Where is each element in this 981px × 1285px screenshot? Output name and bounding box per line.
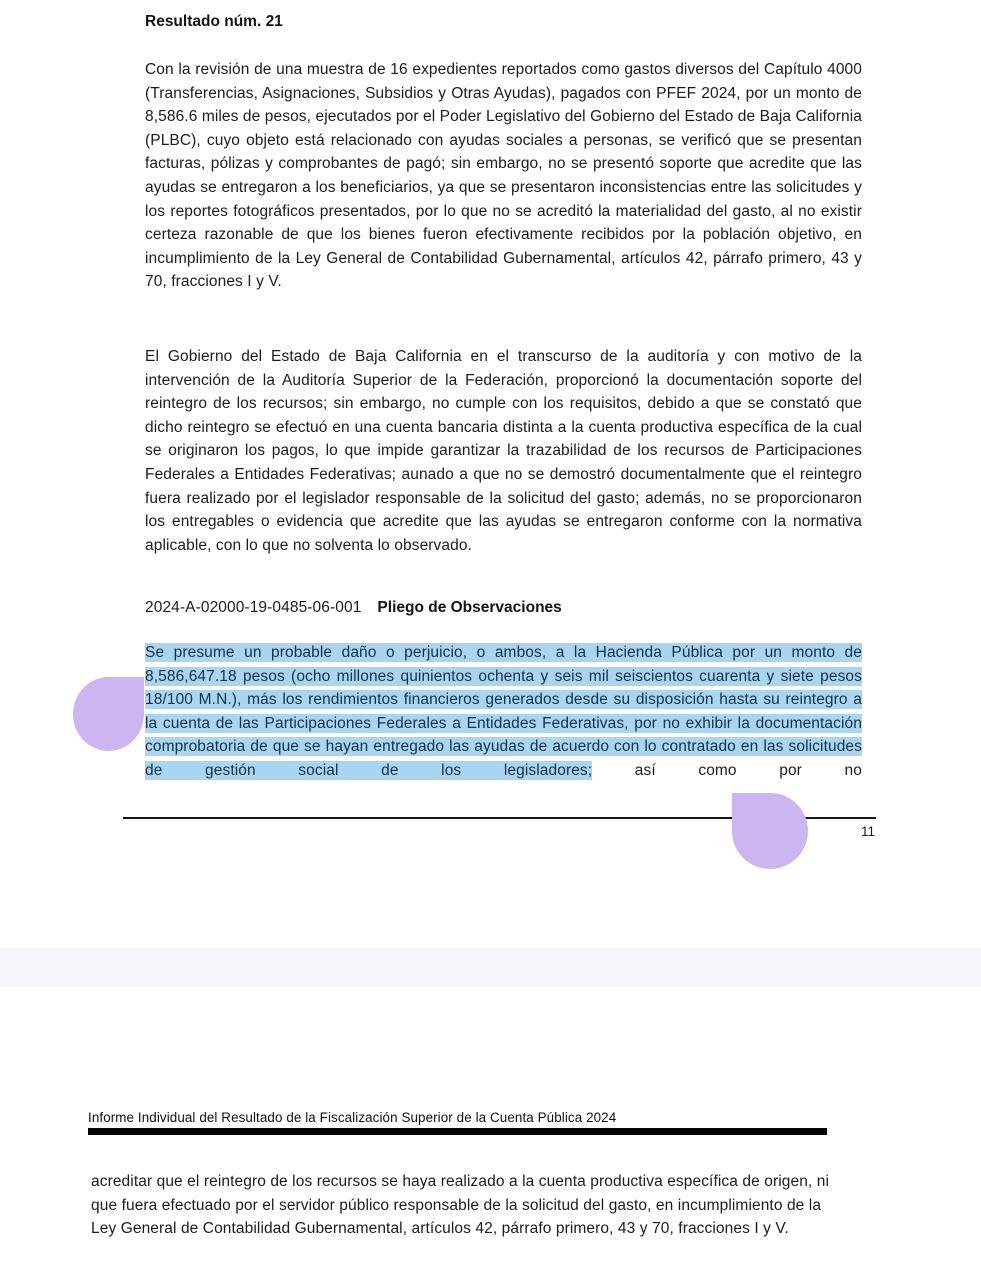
action-line [145,599,862,617]
result-paragraph-1: Con la revisión de una muestra de 16 expedientes reportados como gastos diversos del Capítulo 4000 (Transferencias, Asignaciones, Subsidios y Otras Ayudas), pagados con PFEF 2024, por un monto de 8,586.6 miles de pesos, ejecutados por el Poder Legislativo del Gobierno del Estado de Baja California (PLBC), cuyo objeto está relacionado con ayudas sociales a personas, se verificó que se presentan facturas, pólizas y comprobantes de pagó; sin embargo, no se presentó soporte que acredite que las ayudas se entregaron a los beneficiarios, ya que se presentaron inconsistencias entre las solicitudes y los reportes fotográficos presentados, por lo que no se acreditó la materialidad del gasto, al no existir certeza razonable de que los bienes fueron efectivamente recibidos por la población objetivo, en incumplimiento de la Ley General de Contabilidad Gubernamental, artículos 42, párrafo primero, 43 y 70, fracciones I y V. [145,61,862,291]
observation-paragraph [145,641,862,783]
action-code: 2024-A-02000-19-0485-06-001 [145,599,362,616]
decorative-blob-left [73,677,144,751]
result-title: Resultado núm. 21 [145,13,283,30]
decorative-blob-bottom [732,793,808,869]
running-header: Informe Individual del Resultado de la Fiscalización Superior de la Cuenta Pública 2024 [88,1110,617,1125]
running-header-rule [88,1128,827,1135]
page-gap-band [0,948,981,987]
page-number: 11 [860,824,875,839]
continuation-paragraph: acreditar que el reintegro de los recursos se haya realizado a la cuenta productiva específica de origen, ni que fuera efectuado por el servidor público responsable de la solicitud del gasto, en incumplimiento de la Ley General de Contabilidad Gubernamental, artículos 42, párrafo primero, 43 y 70, fracciones I y V. [91,1173,830,1238]
highlight-tail-text: así como por no [592,761,862,779]
highlighted-text: Se presume un probable daño o perjuicio, o ambos, a la Hacienda Pública por un monto de 8,586,647.18 pesos (ocho millones quinientos ochenta y seis mil seiscientos cuarenta y siete pesos 18/100 M.N.), más los rendimientos financieros generados desde su disposición hasta su reintegro a la cuenta de las Participaciones Federales a Entidades Federativas, por no exhibir la documentación comprobatoria de que se hayan entregado las ayudas de acuerdo con lo contratado en las solicitudes de gestión social de los legisladores; [145,644,862,779]
result-paragraph-2: El Gobierno del Estado de Baja California en el transcurso de la auditoría y con motivo de la intervención de la Auditoría Superior de la Federación, proporcionó la documentación soporte del reintegro de los recursos; sin embargo, no cumple con los requisitos, debido a que se constató que dicho reintegro se efectuó en una cuenta bancaria distinta a la cuenta productiva específica de la cual se originaron los pagos, lo que impide garantizar la trazabilidad de los recursos de Participaciones Federales a Entidades Federativas; aunado a que no se demostró documentalmente que el reintegro fuera realizado por el legislador responsable de la solicitud del gasto; además, no se proporcionaron los entregables o evidencia que acredite que las ayudas se entregaron conforme con la normativa aplicable, con lo que no solventa lo observado. [145,348,862,554]
action-label: Pliego de Observaciones [377,599,562,616]
